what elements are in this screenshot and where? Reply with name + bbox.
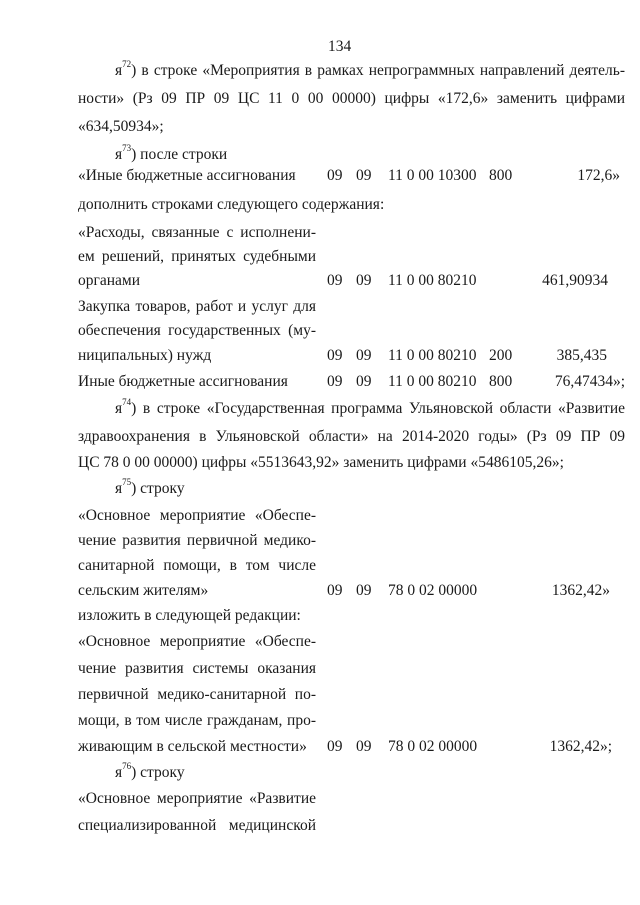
row-pr: 09 <box>356 738 372 755</box>
row-vr: 800 <box>489 373 513 390</box>
row-name: обеспечения государственных (му- <box>78 322 316 339</box>
row-name: «Иные бюджетные ассигнования <box>78 167 296 184</box>
row-pr: 09 <box>356 373 372 390</box>
paragraph-74-line-1: $я^{74}$) в строке «Государственная программа Ульяновской области «Развитие <box>115 397 625 417</box>
row-rz: 09 <box>327 738 343 755</box>
row-name: «Расходы, связанные с исполнени- <box>78 224 316 241</box>
paragraph-72-line-2: ности» (Рз 09 ПР 09 ЦС 11 0 00 00000) цифры «172,6» заменить цифрами <box>78 90 625 107</box>
paragraph-74-line-2: здравоохранения в Ульяновской области» на 2014-2020 годы» (Рз 09 ПР 09 <box>78 428 625 445</box>
paragraph-74-line-3: ЦС 78 0 00 00000) цифры «5513643,92» заменить цифрами «5486105,26»; <box>78 454 564 471</box>
row-name: «Основное мероприятие «Обеспе- <box>78 633 316 650</box>
edit-text: изложить в следующей редакции: <box>78 607 301 624</box>
row-sum: 76,47434»; <box>554 373 625 390</box>
row-name: сельским жителям» <box>78 582 209 599</box>
row-vr: 800 <box>489 167 513 184</box>
row-name: ем решений, принятых судебными <box>78 248 316 265</box>
paragraph-72-line-3: «634,50934»; <box>78 118 164 135</box>
row-cs: 78 0 02 00000 <box>388 582 478 599</box>
row-rz: 09 <box>327 167 343 184</box>
row-name: «Основное мероприятие «Развитие <box>78 790 316 807</box>
row-pr: 09 <box>356 272 372 289</box>
row-rz: 09 <box>327 347 343 364</box>
row-pr: 09 <box>356 167 372 184</box>
row-name: специализированной медицинской <box>78 817 316 834</box>
row-sum: 172,6» <box>577 167 620 184</box>
row-cs: 11 0 00 80210 <box>388 272 477 289</box>
row-cs: 11 0 00 10300 <box>388 167 477 184</box>
row-pr: 09 <box>356 347 372 364</box>
row-sum: 1362,42»; <box>549 738 612 755</box>
row-name: первичной медико-санитарной по- <box>78 686 316 703</box>
row-name: органами <box>78 272 141 289</box>
row-name: санитарной помощи, в том числе <box>78 557 316 574</box>
row-vr: 200 <box>489 347 513 364</box>
row-rz: 09 <box>327 272 343 289</box>
row-name: Иные бюджетные ассигнования <box>78 373 288 390</box>
add-rows-text: дополнить строками следующего содержания: <box>78 196 385 213</box>
row-pr: 09 <box>356 582 372 599</box>
paragraph-73-head: $я^{73}$) после строки <box>115 143 228 163</box>
row-sum: 461,90934 <box>542 272 608 289</box>
row-name: «Основное мероприятие «Обеспе- <box>78 507 316 524</box>
row-name: живающим в сельской местности» <box>78 738 307 755</box>
row-name: чение развития первичной медико- <box>78 532 316 549</box>
paragraph-76-head: $я^{76}$) строку <box>115 761 185 781</box>
paragraph-75-head: $я^{75}$) строку <box>115 477 185 497</box>
row-name: ниципальных) нужд <box>78 347 212 364</box>
row-rz: 09 <box>327 582 343 599</box>
page-number: 134 <box>328 38 352 55</box>
row-rz: 09 <box>327 373 343 390</box>
row-sum: 1362,42» <box>551 582 610 599</box>
row-cs: 78 0 02 00000 <box>388 738 478 755</box>
row-name: Закупка товаров, работ и услуг для <box>78 298 316 315</box>
paragraph-72-line-1: $я^{72}$) в строке «Мероприятия в рамках непрограммных направлений деятель- <box>115 59 625 79</box>
row-cs: 11 0 00 80210 <box>388 347 477 364</box>
row-sum: 385,435 <box>556 347 607 364</box>
row-name: чение развития системы оказания <box>78 660 316 677</box>
row-name: мощи, в том числе гражданам, про- <box>78 712 316 729</box>
row-cs: 11 0 00 80210 <box>388 373 477 390</box>
